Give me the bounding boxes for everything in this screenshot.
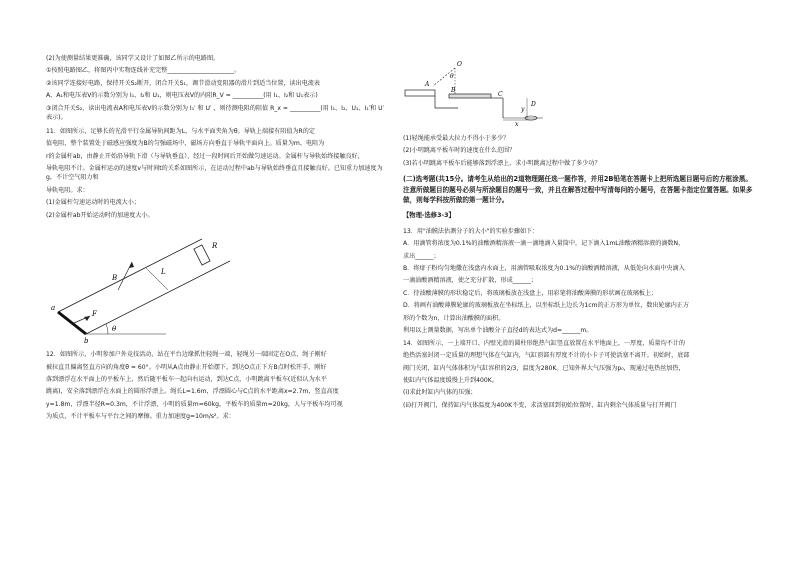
q14-line: 绝热活塞封闭一定质量的理想气体在气缸内，气缸顶部有厚度不计的小卡子可使活塞不离开。初始时，底部 [403,352,690,360]
q12-line: 12．如图所示，小明参加户外竞技活动，站在平台边缘抓住轻绳一端，轻绳另一端固定在O点，绳子刚好 [46,351,327,359]
slide-label-A: A [425,81,430,88]
q12-line: y=1.8m，浮漂半径R=0.3m，不计浮漂，小明的质量m=60kg，平板车的质量m=20kg，人与平板车均可视 [46,400,343,408]
slide-label-D: D [531,101,536,108]
q11-line: r的金属杆ab，由静止开始沿导轨下滑（与导轨垂直），经过一段时间后开始做匀速运动。金属杆与导轨始终接触良好， [46,152,364,160]
label-b: b [84,337,89,345]
left-column [46,54,391,425]
q11-part: (2)金属杆ab开始运动时的加速度大小。 [46,211,154,219]
q14-line: (ii)打开阀门，保持缸内气体温度为400K不变，求活塞回到初始位置时，缸内剩余气体质量与打开阀门 [403,401,677,409]
swing-diagram [403,56,583,126]
rail-svg [46,224,266,344]
slide-label-O: O [457,61,462,68]
label-B: B [112,274,118,283]
q13-line: A．用滴管将浓度为0.1%的油酸酒精溶液一滴一滴地滴入量筒中，记下滴入1mL油酸酒精溶液的滴数N， [403,240,685,248]
q13-line: 求出______； [403,252,440,260]
slide-label-C: C [498,91,503,98]
q13-line: 利用以上测量数据，写出单个油酸分子直径d的表达式为d=______m。 [403,327,593,335]
label-R: R [212,242,218,251]
q13-line: 形的个数为n，计算出油酸膜的面积。 [403,314,505,322]
q13-line: C．待油酸薄膜的形状稳定后，将玻璃板放在浅盘上，用彩笔将油酸薄膜的形状画在玻璃板上； [403,289,658,297]
elective-title: 【物理-选修3-3】 [403,211,455,219]
slide-label-y: y [521,106,525,113]
q11-line: 导轨电阻。求： [46,186,89,194]
label-theta: θ [112,325,117,334]
q11-part: (1)金属杆匀速运动时的电流大小； [46,199,140,207]
label-a: a [51,304,56,313]
label-L: L [161,268,166,277]
label-F: F [92,310,97,319]
slide-label-x: x [515,121,519,126]
text-line: ③闭合开关S₂，读出电流表A和电压表V的示数分别为 I₁′ 和 U′ ，则待测电阻的阻值 R_x = __________(用 I₁、I₂、U₁、I₁′和 U′ 表示)。 [46,104,384,122]
slide-label-theta: θ [450,73,454,80]
q11-line: 11．如图所示，足够长的光滑平行金属导轨间距为L，与水平面夹角为θ。导轨上端接有阻值为R的定 [46,127,315,135]
q12-line: 跳离)，安全落到漂浮在水面上的圆形浮漂上。绳长L=1.6m，浮漂圆心与C点的水平距离x=2.7m，竖直高度 [46,388,339,396]
q14-line: (i)求此时缸内气体的压强； [403,389,477,397]
rail-diagram [46,224,266,344]
q13-line: B．将痱子粉均匀地撒在浅盘内水面上，用滴管吸取浓度为0.1%的油酸酒精溶液，从低处向水面中央滴入 [403,265,685,273]
q14-line: 阀门关闭，缸内气体体积为气缸容积的2/3，温度为280K。已知外界大气压强为p₀，现通过电热丝加热， [403,364,685,372]
slide-label-B: B [451,87,456,94]
q14-line: 使缸内气体温度缓慢上升到400K。 [403,376,498,384]
q12-line: 被拉直且偏离竖直方向的角度θ = 60°。小明从A点由静止开始摆下，到达O点正下方B点时松开手，刚好 [46,363,327,371]
q12-line: 落到漂浮在水平面上的平板车上，然后随平板车一起向右运动，到达C点，小明跳离平板车(近似认为水平 [46,376,327,383]
swing-svg [403,56,583,126]
q12-line: 为质点，不计平板车与平台之间的摩擦。重力加速度g=10m/s²。求： [46,413,235,421]
right-column [403,134,755,413]
q12-sub: (3)若小明跳离平板车后能够落到浮漂上，求小明跳离过程中做了多少功？ [403,159,601,167]
q13-line: 一滴油酸酒精溶液，使之充分扩散，形成______； [403,277,538,285]
text-line: (2)为使测量结果更准确，该同学又设计了如图乙所示的电路图。 [46,55,220,62]
q13-line: D．将画有油酸薄膜轮廓的玻璃板放在坐标纸上，以坐标纸上边长为1cm的正方形为单位，数出轮廓内正方 [403,302,689,310]
q14-line: 14．如图所示，一上端开口、内壁光滑的圆柱形绝热气缸竖直放置在水平地面上，一厚度、质量均不计的 [403,339,685,347]
q11-line: 值电阻，整个装置处于磁感应强度为B的匀强磁场中，磁场方向垂直于导轨平面向上。质量为m、电阻为 [46,140,325,148]
q13-line: 13．用"油膜法估测分子的大小"的实验步骤如下： [403,227,539,235]
q11-line: 导轨电阻不计。金属杆运动的速度v与时间t的关系如图所示，在运动过程中ab与导轨始终垂直且接触良好。已知重力加速度为g，不计空气阻力和 [46,164,383,182]
text-line: ②该同学连接好电路，保持开关S₂断开，闭合开关S₁，调节滑动变阻器的滑片到适当位置，读出电流表 [46,79,321,87]
q12-sub: (1)轻绳能承受最大拉力不得小于多少？ [403,135,510,142]
elective-instructions: (二)选考题(共15分。请考生从给出的2道物理题任选一题作答，并用2B铅笔在答题卡上把所选题目题号后的方框涂黑。注意所做题目的题号必须与所涂题目的题号一致，并且在解答过程中写清每问的小题号，在答题卡指定位置答题。如果多做，则每学科按所做的第一题计分。 [403,175,753,204]
text-line: A、A₁和电压表V的示数分别为 I₁、I₂和 U₁，则电压表V的内阻R_V = __________(用 I₁、I₂和 U₁表示) [46,92,318,100]
q12-sub: (2)小明跳离平板车时的速度在什么范围？ [403,147,516,155]
text-line: ①按照电路图乙，将图丙中实物连线补充完整______________________。 [46,67,241,75]
